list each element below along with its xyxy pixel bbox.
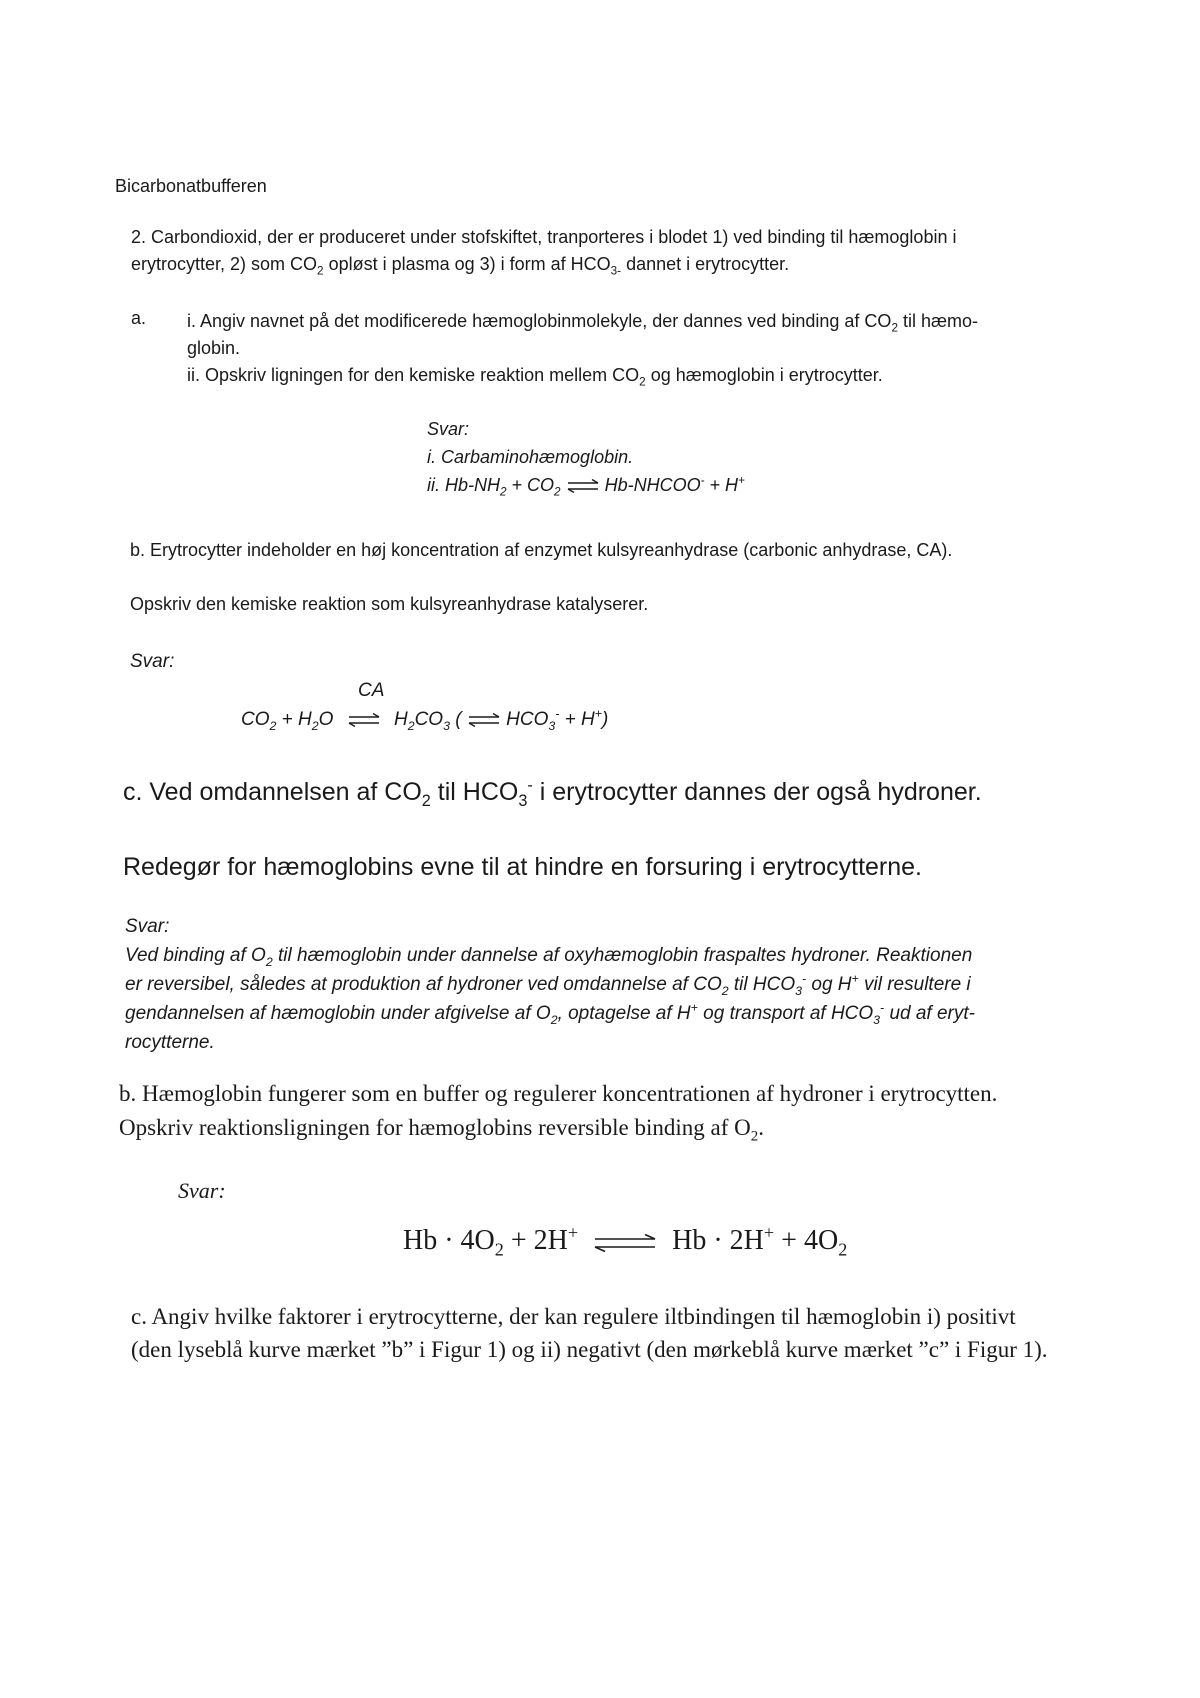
answer-c-line-1: Ved binding af $O_2$ til hæmoglobin under dannelse af oxyhæmoglobin fraspaltes hydroner. Reaktionen <box>125 945 973 969</box>
question-a-label: a. <box>131 308 147 328</box>
answer-a-label: Svar: <box>427 419 470 439</box>
question-a-i-line-2: globin. <box>187 338 241 358</box>
answer-b2-equation: $Hb \cdot 4O_2 + 2H^+$ $Hb \cdot 2H^+ + 4O_2$ <box>403 1222 848 1260</box>
answer-a-i: i. Carbaminohæmoglobin. <box>427 447 634 467</box>
section-heading: Bicarbonatbufferen <box>115 176 267 196</box>
answer-c-label: Svar: <box>125 916 170 937</box>
question-b2-line-2: Opskriv reaktionsligningen for hæmoglobins reversible binding af $O_2$. <box>119 1115 764 1145</box>
answer-b-label: Svar: <box>130 651 175 672</box>
question-b2-line-1: b. Hæmoglobin fungerer som en buffer og regulerer koncentrationen af hydroner i erytrocytten. <box>119 1081 998 1106</box>
question-b2 <box>119 1077 997 1145</box>
question-c2 <box>131 1300 1048 1366</box>
question-a-ii: ii. Opskriv ligningen for den kemiske reaktion mellem $CO_2$ og hæmoglobin i erytrocytter. <box>187 365 883 389</box>
question-2 <box>131 224 956 278</box>
answer-c-line-4: rocytterne. <box>125 1032 215 1053</box>
question-b-line-1: b. Erytrocytter indeholder en høj koncentration af enzymet kulsyreanhydrase (carbonic anhydrase, CA). <box>130 540 953 560</box>
question-c2-line-1: c. Angiv hvilke faktorer i erytrocytterne, der kan regulere iltbindingen til hæmoglobin i) positivt <box>131 1304 1016 1329</box>
question-c2-line-2: (den lyseblå kurve mærket ”b” i Figur 1) og ii) negativt (den mørkeblå kurve mærket ”c” i Figur 1). <box>131 1337 1048 1362</box>
answer-c-line-3: gendannelsen af hæmoglobin under afgivelse af $O_2$, optagelse af H+ og transport af $HCO_3^-$ ud af eryt- <box>125 1000 975 1027</box>
answer-c-line-2: er reversibel, således at produktion af hydroner ved omdannelse af $CO_2$ til $HCO_3^-$ og H+ vil resultere i <box>125 971 971 998</box>
question-c-line-1: c. Ved omdannelsen af $CO_2$ til $HCO_3^-$ i erytrocytter dannes der også hydroner. <box>123 776 982 810</box>
answer-a <box>427 415 745 499</box>
answer-b-equation: $CO_2 + H_2O$ $H_2CO_3$ ( $HCO_3^- + H^+$) <box>241 706 609 733</box>
question-2-line-1: 2. Carbondioxid, der er produceret under stofskiftet, tranporteres i blodet 1) ved binding til hæmoglobin i <box>131 227 957 247</box>
answer-c <box>125 912 975 1057</box>
question-a <box>187 308 978 389</box>
answer-b-catalyst: CA <box>358 680 385 701</box>
question-2-line-2: erytrocytter, 2) som $CO_2$ opløst i plasma og 3) i form af $HCO_{3-}$ dannet i erytrocytter. <box>131 254 790 278</box>
equilibrium-arrow-icon <box>467 713 501 727</box>
question-c-line-2: Redegør for hæmoglobins evne til at hindre en forsuring i erytrocytterne. <box>123 853 922 881</box>
equilibrium-arrow-icon <box>593 1234 657 1252</box>
answer-a-ii: ii. $Hb-NH_2 + CO_2$ Hb-NHCOO- + H+ <box>427 474 745 499</box>
equilibrium-arrow-icon <box>347 713 381 727</box>
question-a-i-line-1: i. Angiv navnet på det modificerede hæmoglobinmolekyle, der dannes ved binding af $CO_2$ til hæmo- <box>187 311 978 335</box>
answer-b2-label: Svar: <box>178 1178 226 1203</box>
equilibrium-arrow-icon <box>566 479 600 493</box>
question-b-line-2: Opskriv den kemiske reaktion som kulsyreanhydrase katalyserer. <box>130 594 649 614</box>
